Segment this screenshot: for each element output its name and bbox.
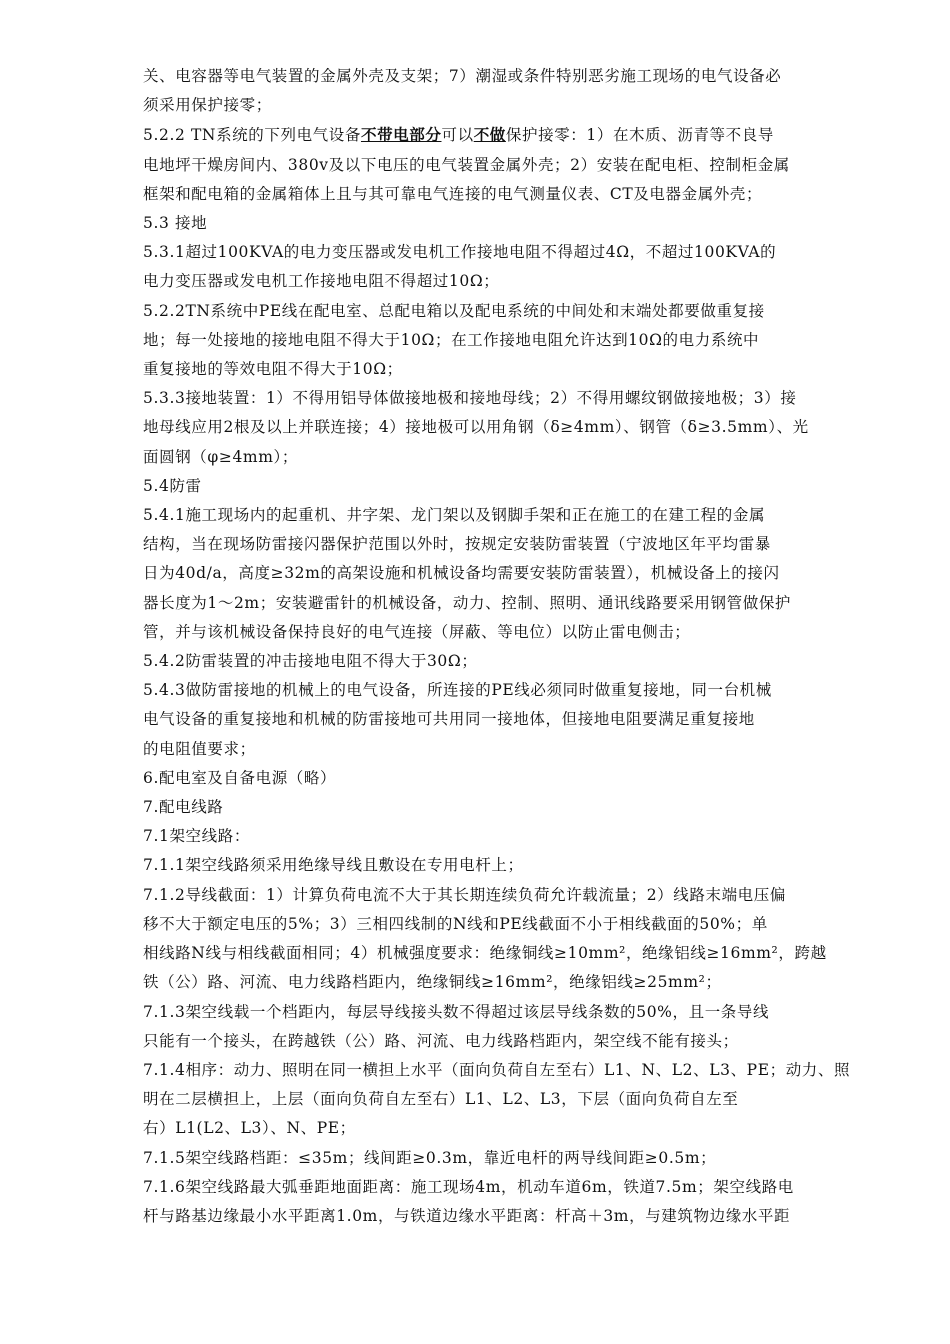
text-line: 结构，当在现场防雷接闪器保护范围以外时，按规定安装防雷装置（宁波地区年平均雷暴 <box>143 535 771 554</box>
text-line: 7.1.1架空线路须采用绝缘导线且敷设在专用电杆上； <box>143 856 524 875</box>
text-run: 保护接零：1）在木质、沥青等不良导 <box>505 126 774 145</box>
text-line: 5.4.1施工现场内的起重机、井字架、龙门架以及钢脚手架和正在施工的在建工程的金属 <box>143 506 766 525</box>
heading-line: 6.配电室及自备电源（略） <box>143 768 337 787</box>
text-line: 框架和配电箱的金属箱体上且与其可靠电气连接的电气测量仪表、CT及电器金属外壳； <box>143 184 763 203</box>
paragraph-5-4-3 <box>143 676 881 764</box>
text-line: 5.3.1超过100KVA的电力变压器或发电机工作接地电阻不得超过4Ω，不超过100KVA的 <box>143 243 777 262</box>
text-line: 7.1.3架空线载一个档距内，每层导线接头数不得超过该层导线条数的50%，且一条导线 <box>143 1002 770 1021</box>
text-line: 7.1.4相序：动力、照明在同一横担上水平（面向负荷自左至右）L1、N、L2、L3、PE；动力、照 <box>143 1060 851 1079</box>
heading-line: 5.4防雷 <box>143 476 202 495</box>
text-line: 7.1.2导线截面：1）计算负荷电流不大于其长期连续负荷允许载流量；2）线路末端电压偏 <box>143 885 786 904</box>
text-line: 7.1.6架空线路最大弧垂距地面距离：施工现场4m，机动车道6m，铁道7.5m；架空线路电 <box>143 1177 794 1196</box>
text-line <box>143 120 881 150</box>
paragraph-7-1-4 <box>143 1056 881 1144</box>
text-line: 关、电容器等电气装置的金属外壳及支架；7）潮湿或条件特别恶劣施工现场的电气设备必 <box>143 67 782 85</box>
paragraph-5-3-3 <box>143 384 881 472</box>
text-run: 5.2.2 TN系统的下列电气设备 <box>143 126 361 145</box>
paragraph-5-4-1 <box>143 501 881 647</box>
paragraph-5-3-1 <box>143 238 881 296</box>
text-line: 电力变压器或发电机工作接地电阻不得超过10Ω； <box>143 272 500 291</box>
section-heading-5-3 <box>143 209 881 238</box>
paragraph-7-1-3 <box>143 998 881 1056</box>
section-heading-5-4 <box>143 472 881 501</box>
text-line: 面圆钢（φ≥4mm）； <box>143 447 298 466</box>
paragraph-5-2-1-tail <box>143 62 881 120</box>
text-line: 5.3.3接地装置：1）不得用铝导体做接地极和接地母线；2）不得用螺纹钢做接地极；3）接 <box>143 389 797 408</box>
emphasized-text: 不做 <box>473 125 506 145</box>
section-heading-6 <box>143 764 881 793</box>
paragraph-5-4-2 <box>143 647 881 676</box>
text-line: 地母线应用2根及以上并联连接；4）接地极可以用角钢（δ≥4mm）、钢管（δ≥3.5mm）、光 <box>143 418 809 437</box>
text-line: 铁（公）路、河流、电力线路档距内，绝缘铜线≥16mm²，绝缘铝线≥25mm²； <box>143 973 722 992</box>
heading-line: 7.1架空线路： <box>143 827 250 846</box>
paragraph-7-1-2 <box>143 881 881 998</box>
heading-line: 7.配电线路 <box>143 798 224 817</box>
text-line: 管，并与该机械设备保持良好的电气连接（屏蔽、等电位）以防止雷电侧击； <box>143 622 691 641</box>
text-line: 明在二层横担上，上层（面向负荷自左至右）L1、L2、L3，下层（面向负荷自左至 <box>143 1090 739 1109</box>
text-line: 重复接地的等效电阻不得大于10Ω； <box>143 360 403 379</box>
paragraph-7-1-6 <box>143 1173 881 1231</box>
paragraph-7-1-5 <box>143 1144 881 1173</box>
paragraph-5-3-2 <box>143 297 881 385</box>
text-line: 日为40d/a，高度≥32m的高架设施和机械设备均需要安装防雷装置），机械设备上的接闪 <box>143 564 780 583</box>
text-line: 须采用保护接零； <box>143 96 272 115</box>
text-line: 移不大于额定电压的5%；3）三相四线制的N线和PE线截面不小于相线截面的50%；单 <box>143 914 768 933</box>
text-line: 的电阻值要求； <box>143 739 256 758</box>
section-heading-7 <box>143 793 881 822</box>
text-line: 5.2.2TN系统中PE线在配电室、总配电箱以及配电系统的中间处和末端处都要做重复接 <box>143 301 765 320</box>
heading-line: 5.3 接地 <box>143 214 208 233</box>
text-line: 电气设备的重复接地和机械的防雷接地可共用同一接地体，但接地电阻要满足重复接地 <box>143 710 755 729</box>
paragraph-7-1-1 <box>143 851 881 880</box>
document-page <box>143 62 881 1231</box>
text-line: 地；每一处接地的接地电阻不得大于10Ω；在工作接地电阻允许达到10Ω的电力系统中 <box>143 330 760 349</box>
text-line: 相线路N线与相线截面相同；4）机械强度要求：绝缘铜线≥10mm²，绝缘铝线≥16mm²，跨越 <box>143 944 827 963</box>
text-line: 5.4.2防雷装置的冲击接地电阻不得大于30Ω； <box>143 652 478 671</box>
section-heading-7-1 <box>143 822 881 851</box>
text-line: 只能有一个接头，在跨越铁（公）路、河流、电力线路档距内，架空线不能有接头； <box>143 1031 739 1050</box>
text-line: 电地坪干燥房间内、380v及以下电压的电气装置金属外壳；2）安装在配电柜、控制柜金属 <box>143 155 790 174</box>
text-line: 右）L1(L2、L3）、N、PE； <box>143 1119 356 1138</box>
text-run: 可以 <box>441 126 474 145</box>
text-line: 杆与路基边缘最小水平距离1.0m，与铁道边缘水平距离：杆高＋3m，与建筑物边缘水平距 <box>143 1206 791 1225</box>
underlined-text: 不带电部分 <box>360 125 442 145</box>
text-line: 7.1.5架空线路档距：≤35m；线间距≥0.3m，靠近电杆的两导线间距≥0.5m； <box>143 1148 717 1167</box>
paragraph-5-2-2 <box>143 120 881 209</box>
text-line: 器长度为1～2m；安装避雷针的机械设备，动力、控制、照明、通讯线路要采用钢管做保护 <box>143 593 792 612</box>
text-line: 5.4.3做防雷接地的机械上的电气设备，所连接的PE线必须同时做重复接地，同一台机械 <box>143 681 772 700</box>
